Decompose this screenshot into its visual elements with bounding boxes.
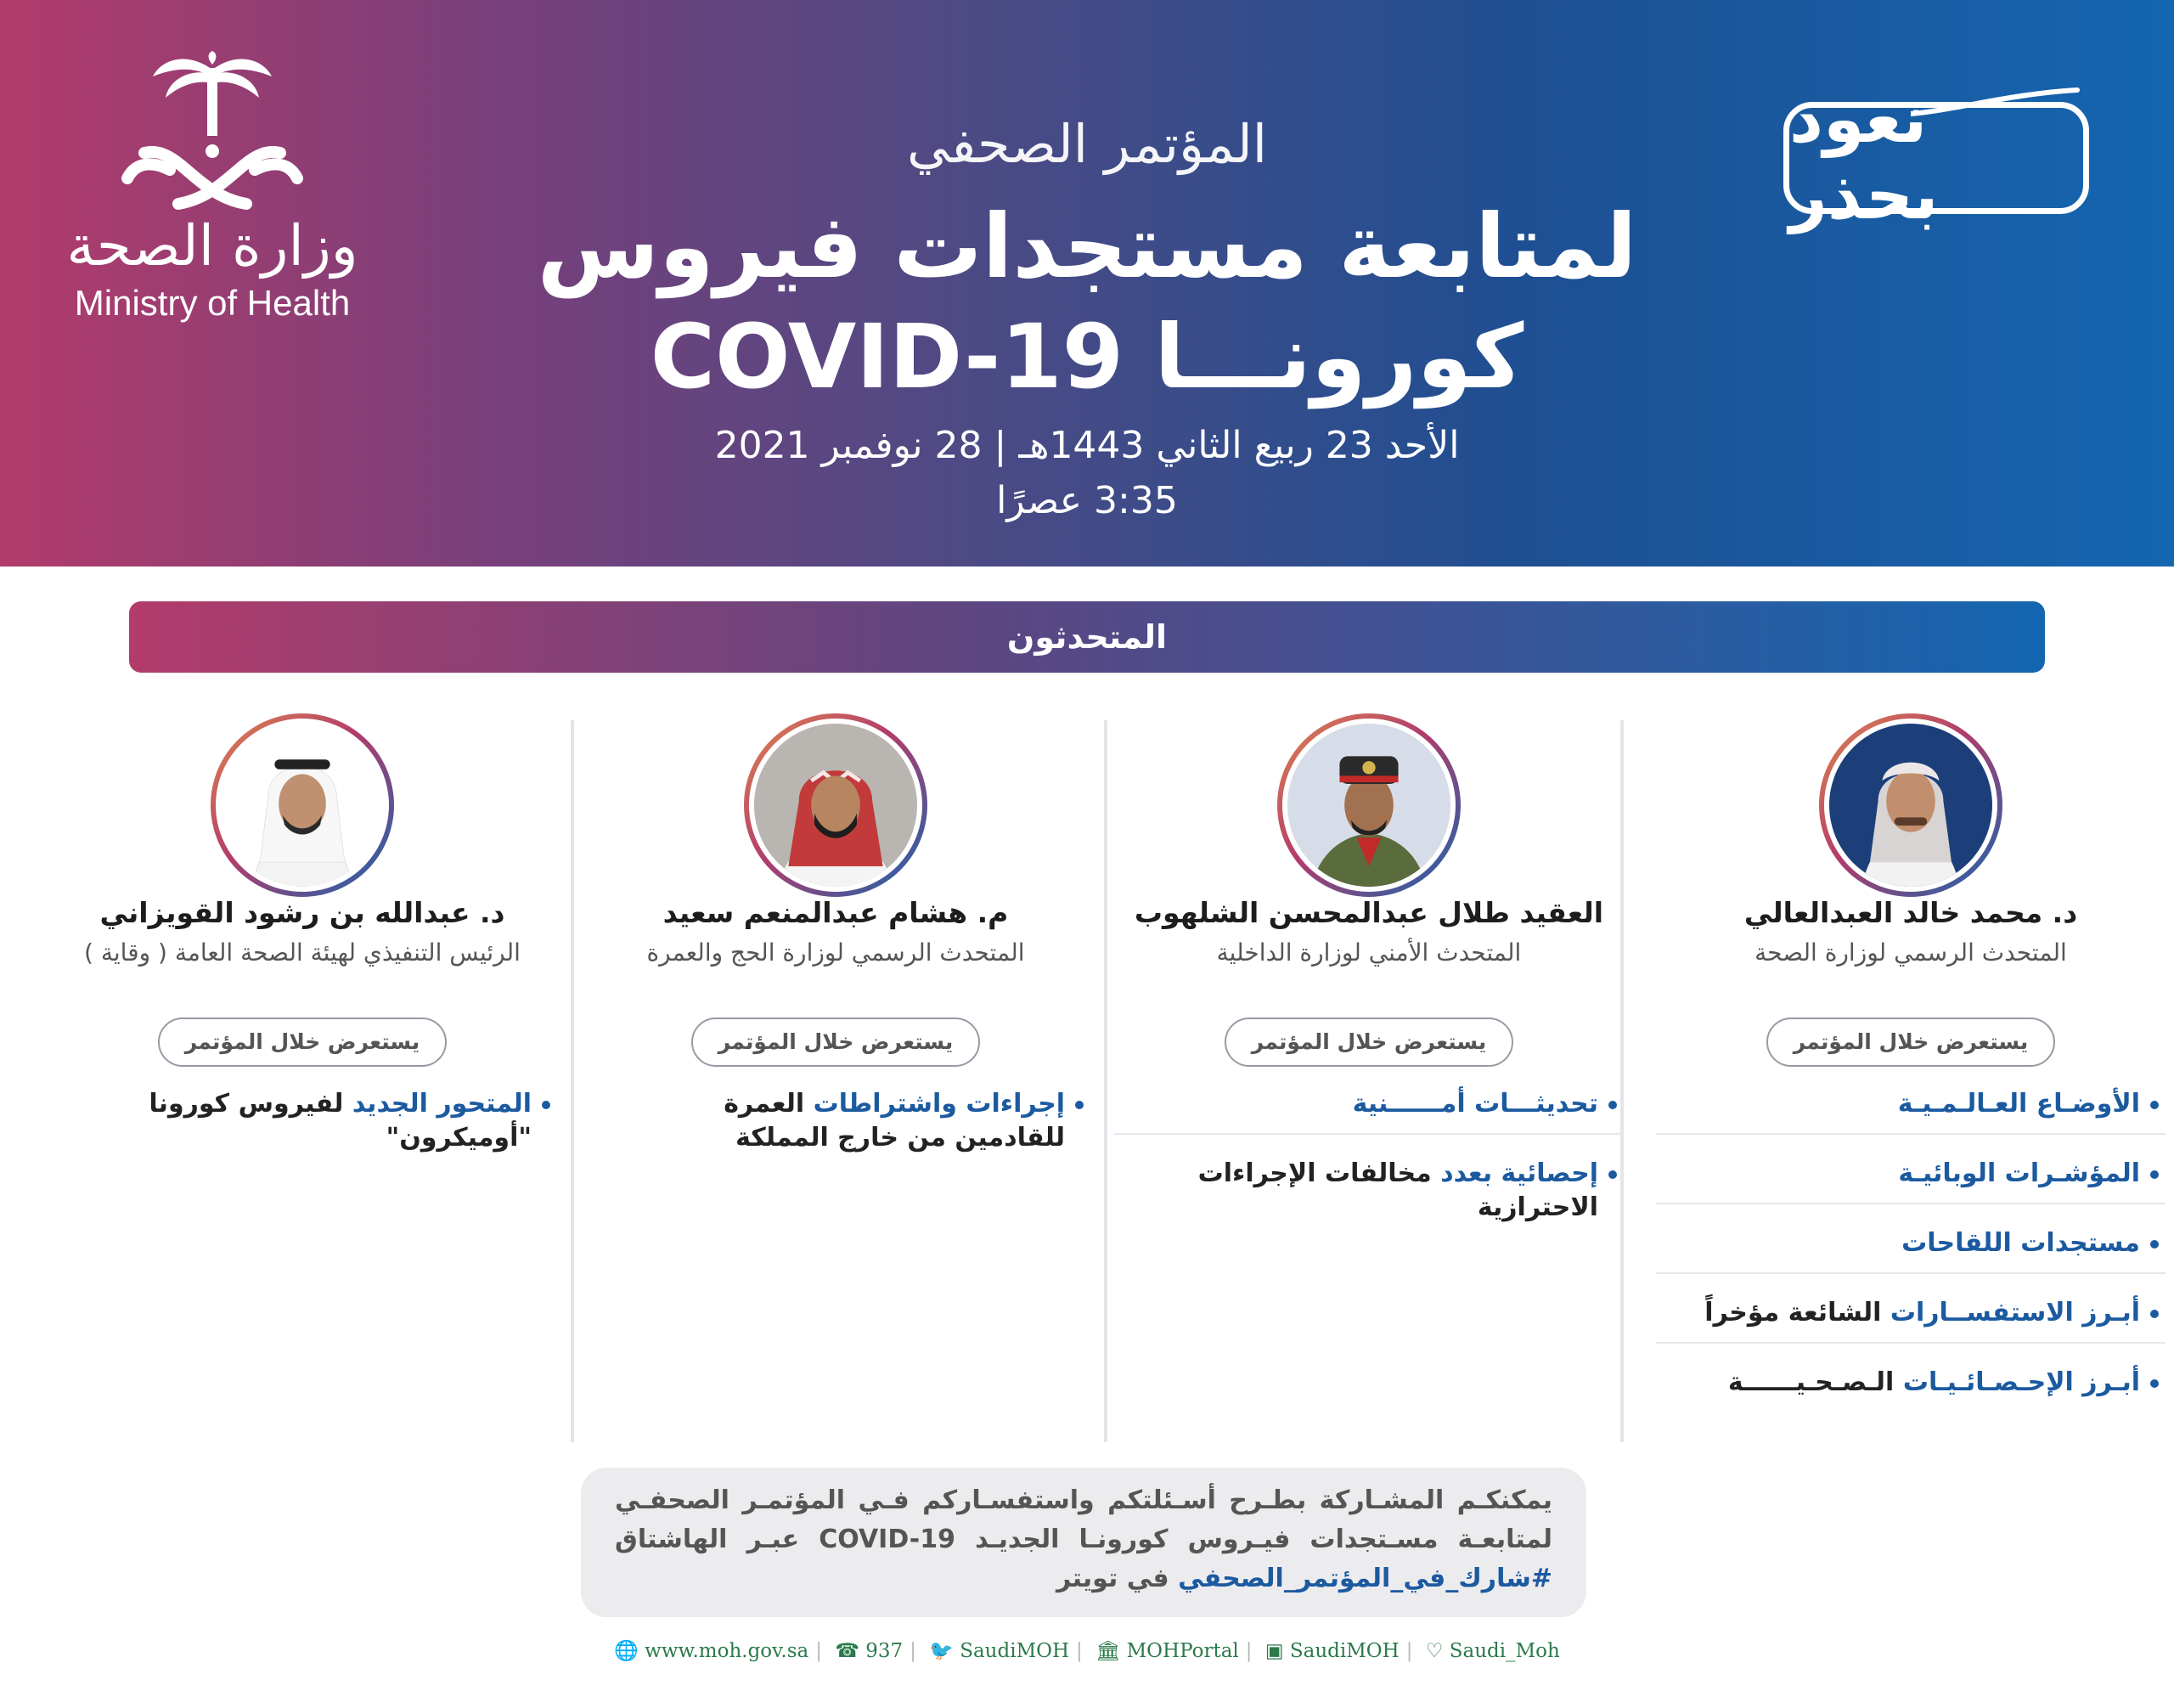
topics-pill: يستعرض خلال المؤتمر (158, 1017, 447, 1067)
bullet-icon (2150, 1240, 2159, 1249)
campaign-badge (1783, 82, 2089, 234)
column-divider (1104, 720, 1107, 1442)
topic-item: أبـرز الإحـصـائـيـات الـصـحـيــــــة (1656, 1359, 2166, 1412)
topic-item: المؤشـرات الوبائيـة (1656, 1150, 2166, 1204)
facebook-link[interactable]: ▣ SaudiMOH (1264, 1640, 1400, 1662)
speaker-avatar (211, 713, 394, 897)
website-link[interactable]: 🌐 www.moh.gov.sa (614, 1640, 809, 1662)
footer-contacts: 🌐 www.moh.gov.sa | ☎ 937 | 🐦 SaudiMOH | 🏛 MOHPortal | ▣ SaudiMOH | ♡ Saudi_Moh (0, 1639, 2174, 1673)
speaker-avatar (744, 713, 927, 897)
bullet-icon (2150, 1101, 2159, 1109)
twitter-link[interactable]: 🐦 SaudiMOH (929, 1640, 1070, 1662)
speaker-avatar (1277, 713, 1461, 897)
topics-list (1114, 1080, 1624, 1237)
topic-item: مستجدات اللقاحات (1656, 1220, 2166, 1274)
bullet-icon (2150, 1379, 2159, 1388)
conference-time: 3:35 عصرًا (996, 479, 1178, 522)
speaker-name: العقيد طلال عبدالمحسن الشلهوب (1134, 896, 1604, 929)
bullet-icon (1075, 1101, 1084, 1109)
speaker-photo-icon (754, 724, 917, 887)
participation-note (581, 1468, 1586, 1617)
topic-item: تحديثـــات أمــــــنية (1114, 1080, 1624, 1135)
conference-pretitle: المؤتمر الصحفي (907, 113, 1267, 175)
speaker-role: المتحدث الأمني لوزارة الداخلية (1216, 939, 1522, 967)
speaker-card (581, 713, 1090, 1444)
speaker-photo-icon (1287, 724, 1450, 887)
conference-date: الأحد 23 ربيع الثاني 1443هـ | 28 نوفمبر 2021 (714, 424, 1460, 467)
topic-item: الأوضـاع العـالـمـيـة (1656, 1080, 2166, 1135)
conference-title-line2: كورونـــا COVID-19 (650, 305, 1524, 409)
topic-item: المتحور الجديد لفيروس كورونا "أوميكرون" (48, 1080, 557, 1167)
speaker-name: م. هشام عبدالمنعم سعيد (662, 896, 1009, 929)
speaker-card (48, 713, 557, 1444)
topics-list (581, 1080, 1090, 1167)
ministry-name-english: Ministry of Health (74, 283, 351, 323)
ministry-name-arabic: وزارة الصحة (66, 213, 358, 279)
topics-pill: يستعرض خلال المؤتمر (691, 1017, 980, 1067)
topic-item: أبـرز الاستفســارات الشائعة مؤخراً (1656, 1289, 2166, 1344)
speaker-photo-icon (221, 724, 384, 887)
speaker-name: د. محمد خالد العبدالعالي (1743, 896, 2078, 929)
campaign-label: نعود بحذر (1789, 82, 1939, 234)
bullet-icon (2150, 1310, 2159, 1318)
topic-item: إحصائية بعدد مخالفات الإجراءات الاحترازية (1114, 1150, 1624, 1237)
bullet-icon (1608, 1170, 1617, 1179)
note-text: يمكنكـم المشـاركة بطـرح أسـئلتكم واستفسـاركم فـي المؤتمـر الصحفـي لمتابعـة مسـتجدات فيـروس كورونـا الجديـد COVID-19 عبـر الهاشتاق (615, 1485, 1553, 1554)
bullet-icon (542, 1101, 550, 1109)
topics-pill: يستعرض خلال المؤتمر (1766, 1017, 2055, 1067)
topics-pill: يستعرض خلال المؤتمر (1225, 1017, 1513, 1067)
note-suffix: في تويتر (1056, 1564, 1169, 1593)
hashtag-link[interactable]: #شارك_في_المؤتمر_الصحفي (1178, 1564, 1552, 1593)
topics-list (1656, 1080, 2166, 1412)
portal-link[interactable]: 🏛 MOHPortal (1095, 1640, 1239, 1662)
topic-item: إجراءات واشتراطات العمرة للقادمين من خارج المملكة (581, 1080, 1090, 1167)
column-divider (571, 720, 574, 1442)
speaker-card (1656, 713, 2166, 1444)
phone-link[interactable]: ☎ 937 (835, 1640, 904, 1662)
conference-title-line1: لمتابعة مستجدات فيروس (537, 194, 1637, 298)
topics-list (48, 1080, 557, 1167)
bullet-icon (1608, 1101, 1617, 1109)
speaker-role: الرئيس التنفيذي لهيئة الصحة العامة ( وقاية ) (84, 939, 521, 967)
snapchat-link[interactable]: ♡ Saudi_Moh (1425, 1640, 1560, 1662)
header-banner (0, 0, 2174, 567)
speaker-avatar (1819, 713, 2002, 897)
bullet-icon (2150, 1170, 2159, 1179)
speaker-name: د. عبدالله بن رشود القويزاني (99, 896, 505, 929)
speakers-section-title: المتحدثون (129, 601, 2045, 673)
speaker-role: المتحدث الرسمي لوزارة الحج والعمرة (646, 939, 1025, 967)
speaker-card (1114, 713, 1624, 1444)
speaker-photo-icon (1829, 724, 1992, 887)
speaker-role: المتحدث الرسمي لوزارة الصحة (1754, 939, 2067, 967)
